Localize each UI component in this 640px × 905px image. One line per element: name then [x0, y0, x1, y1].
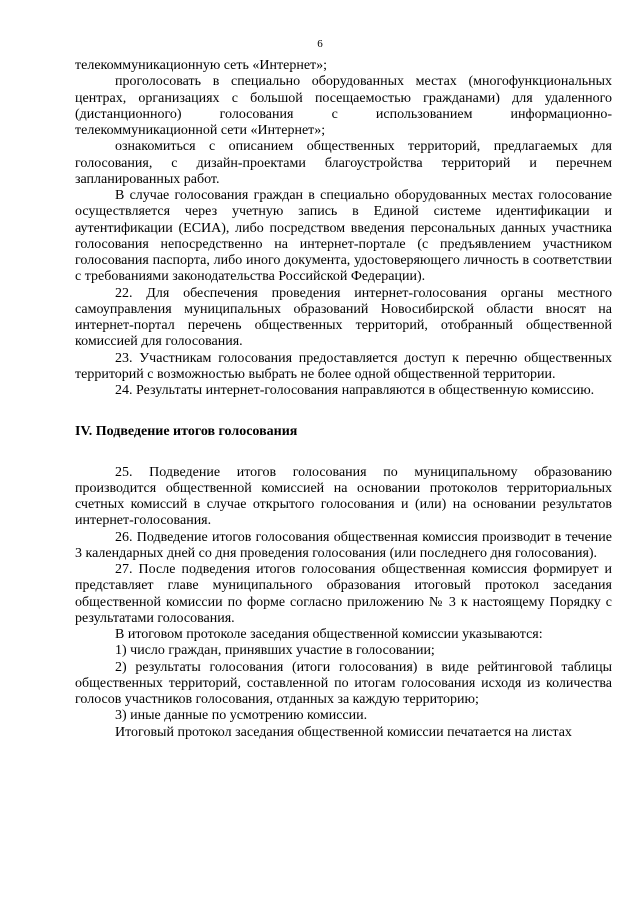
paragraph-item-24: 24. Результаты интернет-голосования направляются в общественную комиссию. [115, 383, 595, 398]
paragraph: В случае голосования граждан в специально оборудованных местах голосование осуществляется через учетную запись в Единой системе идентификации и аутентификации (ЕСИА), либо посредством введения персональных данных участника голосования непосредственно на интернет-портале (с предъявлением участником голосования паспорта, либо иного документа, удостоверяющего личность в соответствии с требованиями законодательства Российской Федерации). [75, 188, 612, 285]
page-number: 6 [317, 38, 323, 50]
paragraph: ознакомиться с описанием общественных территорий, предлагаемых для голосования, с дизайн-проектами благоустройства территорий и перечнем запланированных работ. [75, 139, 612, 187]
paragraph: проголосовать в специально оборудованных местах (многофункциональных центрах, организациях с большой посещаемостью гражданами) для удаленного (дистанционного) голосования с использованием информационно-телекоммуникационной сети «Интернет»; [75, 74, 612, 138]
list-item: 2) результаты голосования (итоги голосования) в виде рейтинговой таблицы общественных территорий, составленной по итогам голосования исходя из количества голосов участников голосования, отданных за каждую территорию; [75, 659, 612, 707]
section-spacer [75, 399, 612, 424]
paragraph-item-22: 22. Для обеспечения проведения интернет-голосования органы местного самоуправления муниципальных образований Новосибирской области вносят на интернет-портал перечень общественных территорий, отобранный общественной комиссией для голосования. [75, 285, 612, 350]
paragraph-item-27: 27. После подведения итогов голосования общественная комиссия формирует и представляет главе муниципального образования итоговый протокол заседания общественной комиссии по форме согласно приложению № 3 к настоящему Порядку с результатами голосования. [75, 562, 612, 626]
paragraph-item-23: 23. Участникам голосования предоставляется доступ к перечню общественных территорий с возможностью выбрать не более одной общественной территории. [75, 350, 612, 382]
paragraph: Итоговый протокол заседания общественной комиссии печатается на листах [115, 724, 572, 740]
list-item: 1) число граждан, принявших участие в голосовании; [115, 643, 435, 659]
paragraph-item-26: 26. Подведение итогов голосования общественная комиссия производит в течение 3 календарных дней со дня проведения голосования (или последнего дня голосования). [75, 529, 612, 561]
section-spacer [75, 441, 612, 465]
paragraph: В итоговом протоколе заседания общественной комиссии указываются: [115, 627, 543, 642]
paragraph-continuation: телекоммуникационную сеть «Интернет»; [75, 58, 328, 73]
section-heading: IV. Подведение итогов голосования [75, 424, 298, 440]
paragraph-item-25: 25. Подведение итогов голосования по муниципальному образованию производится общественной комиссией на основании протоколов территориальных счетных комиссий в случае открытого голосования и (или) на основании результатов интернет-голосования. [75, 464, 612, 529]
list-item: 3) иные данные по усмотрению комиссии. [115, 708, 368, 724]
document-body [75, 58, 612, 741]
